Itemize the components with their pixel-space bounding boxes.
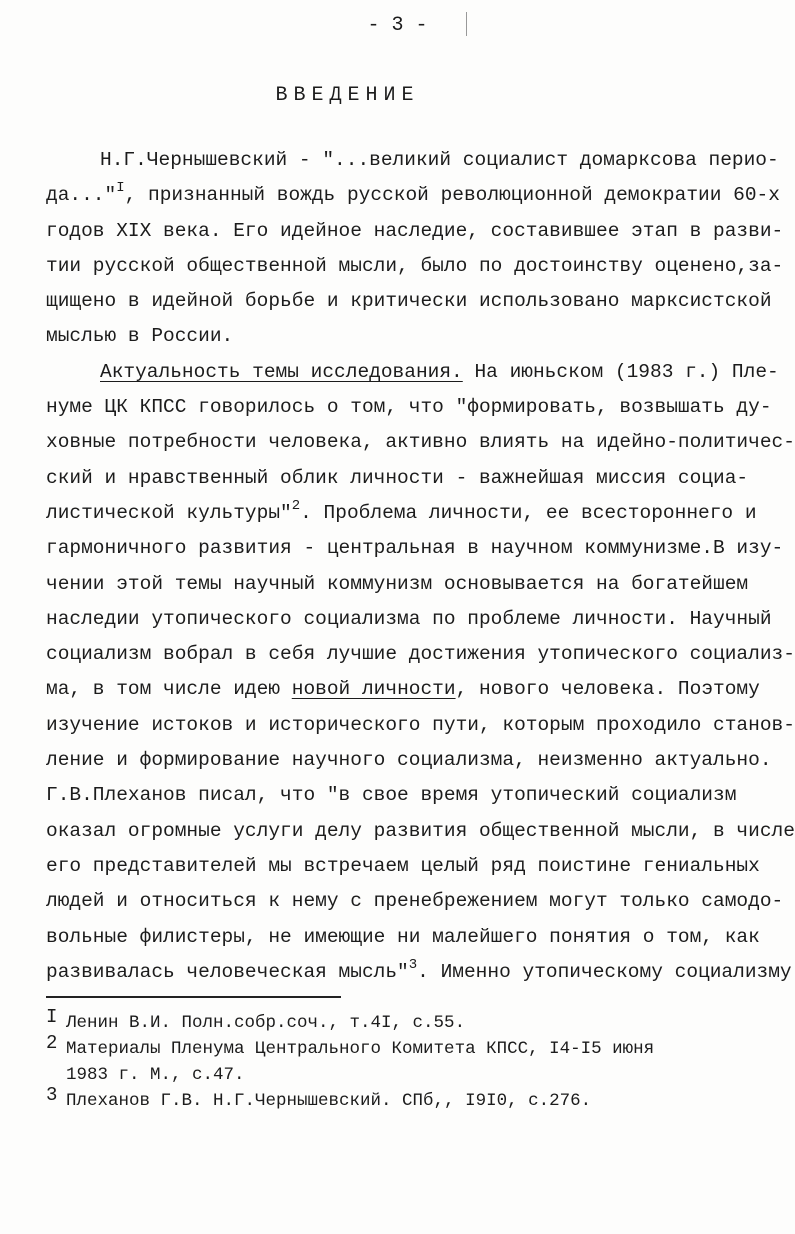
footnote-divider xyxy=(46,996,341,998)
footnote-mark: 3 xyxy=(46,1084,58,1106)
text-line: Актуальность темы исследования. На июньском (1983 г.) Пле- xyxy=(100,360,779,383)
text-line: гармоничного развития - центральная в научном коммунизме.В изу- xyxy=(46,537,784,560)
footnote-ref: 3 xyxy=(408,956,418,973)
text-line: социализм вобрал в себя лучшие достижения утопического социализ- xyxy=(46,643,795,666)
text-line: ма, в том числе идею новой личности, нового человека. Поэтому xyxy=(46,678,760,701)
text-line: да..."$^I$, признанный вождь русской революционной демократии 60-х xyxy=(46,180,780,207)
underlined-phrase: новой личности xyxy=(291,678,456,701)
text-line: щищено в идейной борьбе и критически использовано марксистской xyxy=(46,290,772,313)
section-heading: ВВЕДЕНИЕ xyxy=(275,84,420,107)
text-line: тии русской общественной мысли, было по достоинству оценено,за- xyxy=(46,254,784,277)
text-line: чении этой темы научный коммунизм основывается на богатейшем xyxy=(46,572,749,595)
footnote: 2 Материалы Пленума Центрального Комитета КПСС, I4-I5 июня xyxy=(46,1032,655,1059)
footnote-ref: 2 xyxy=(291,497,301,514)
footnotes xyxy=(46,1006,746,1114)
text-line: его представителей мы встречаем целый ряд поистине гениальных xyxy=(46,854,760,877)
footnote-mark: 2 xyxy=(46,1032,58,1054)
text-line: изучение истоков и исторического пути, которым проходило станов- xyxy=(46,713,795,736)
text-line: мыслью в России. xyxy=(46,325,234,348)
text-line: нуме ЦК КПСС говорилось о том, что "формировать, возвышать ду- xyxy=(46,396,772,419)
text-line: людей и относиться к нему с пренебрежением могут только самодо- xyxy=(46,890,784,913)
text-line: годов XIX века. Его идейное наследие, составившее этап в разви- xyxy=(46,219,784,242)
text-line: Н.Г.Чернышевский - "...великий социалист домарксова перио- xyxy=(100,149,779,171)
text-line: развивалась человеческая мысль"$^3$. Именно утопическому социализму xyxy=(46,956,792,983)
footnote-mark: I xyxy=(46,1006,58,1028)
footnote-continuation: 1983 г. М., с.47. xyxy=(66,1065,245,1085)
text-line: вольные филистеры, не имеющие ни малейшего понятия о том, как xyxy=(46,925,760,948)
section-title-underlined: Актуальность темы исследования. xyxy=(100,360,463,383)
text-line: ление и формирование научного социализма, неизменно актуально. xyxy=(46,749,772,772)
text-line: оказал огромные услуги делу развития общественной мысли, в числе xyxy=(46,819,795,842)
text-line: наследии утопического социализма по проблеме личности. Научный xyxy=(46,607,772,630)
footnote: I Ленин В.И. Полн.собр.соч., т.4I, с.55. xyxy=(46,1006,466,1033)
text-line: ский и нравственный облик личности - важнейшая миссия социа- xyxy=(46,466,749,489)
text-line: Г.В.Плеханов писал, что "в свое время утопический социализм xyxy=(46,784,737,807)
footnote: 3 Плеханов Г.В. Н.Г.Чернышевский. СПб,, I9I0, с.276. xyxy=(46,1084,592,1111)
text-line: листической культуры"$^2$. Проблема личности, ее всестороннего и xyxy=(46,497,757,524)
body-text xyxy=(46,143,795,990)
text-line: ховные потребности человека, активно влиять на идейно-политичес- xyxy=(46,431,795,454)
page-number: - 3 - xyxy=(367,14,428,37)
margin-mark xyxy=(466,12,467,36)
footnote-ref: I xyxy=(116,180,125,197)
